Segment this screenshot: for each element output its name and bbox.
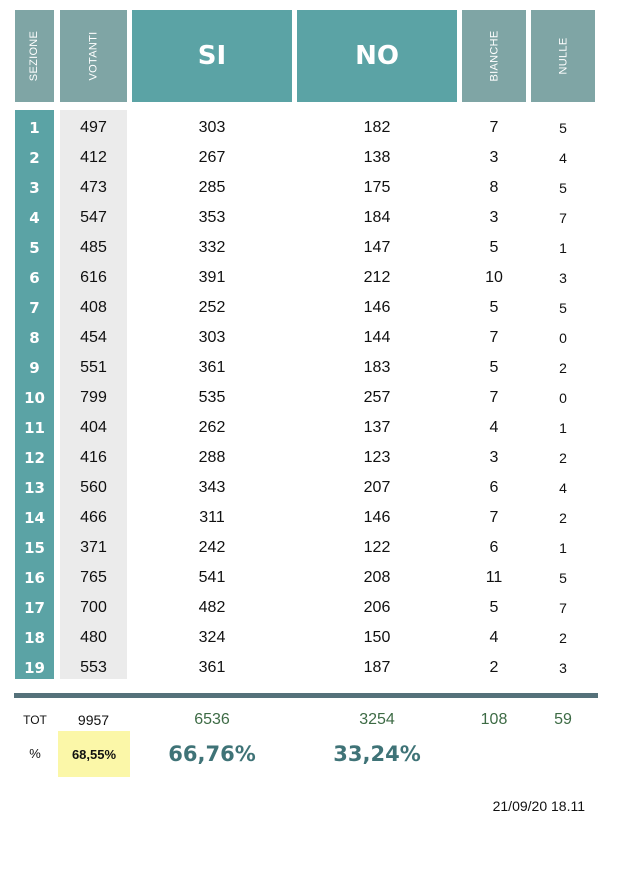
cell-bianche: 10 (485, 269, 503, 286)
cell-bianche: 5 (489, 239, 499, 256)
cell-si: 303 (198, 119, 226, 136)
table-row (0, 143, 621, 173)
cell-sezione: 3 (29, 179, 40, 197)
cell-sezione: 7 (29, 299, 40, 317)
cell-votanti: 416 (80, 449, 107, 466)
cell-nulle: 2 (559, 510, 567, 526)
table-row (0, 173, 621, 203)
table-row (0, 113, 621, 143)
cell-votanti: 408 (80, 299, 107, 316)
cell-votanti: 404 (80, 419, 107, 436)
header-bianche (462, 10, 526, 102)
totals-si: 6536 (194, 711, 230, 728)
cell-sezione: 11 (24, 419, 45, 437)
cell-votanti: 799 (80, 389, 107, 406)
cell-sezione: 1 (29, 119, 40, 137)
header-si-label: SI (197, 41, 227, 71)
cell-si: 391 (198, 269, 226, 286)
cell-si: 267 (198, 149, 226, 166)
table-row (0, 293, 621, 323)
cell-no: 175 (363, 179, 391, 196)
cell-no: 212 (363, 269, 391, 286)
cell-nulle: 3 (559, 660, 567, 676)
cell-no: 122 (363, 539, 391, 556)
cell-votanti: 497 (80, 119, 107, 136)
header-no (297, 10, 457, 102)
cell-bianche: 3 (489, 149, 499, 166)
cell-sezione: 16 (24, 569, 45, 587)
table-row (0, 653, 621, 683)
cell-si: 285 (198, 179, 226, 196)
cell-nulle: 2 (559, 360, 567, 376)
cell-si: 535 (198, 389, 226, 406)
cell-nulle: 7 (559, 600, 567, 616)
totals-votanti: 9957 (77, 712, 110, 728)
cell-sezione: 19 (24, 659, 45, 677)
percent-si: 66,76% (168, 742, 256, 766)
cell-bianche: 4 (489, 629, 499, 646)
cell-votanti: 765 (80, 569, 107, 586)
cell-sezione: 8 (29, 329, 40, 347)
cell-votanti: 547 (80, 209, 107, 226)
cell-bianche: 5 (489, 359, 499, 376)
header-votanti-label: VOTANTI (87, 31, 100, 81)
table-row (0, 413, 621, 443)
cell-nulle: 1 (559, 540, 567, 556)
cell-votanti: 371 (80, 539, 107, 556)
cell-nulle: 5 (559, 300, 567, 316)
cell-sezione: 2 (29, 149, 40, 167)
cell-votanti: 551 (80, 359, 107, 376)
cell-nulle: 1 (559, 240, 567, 256)
cell-si: 311 (199, 509, 225, 526)
cell-bianche: 8 (489, 179, 499, 196)
percent-label: % (29, 746, 41, 761)
cell-bianche: 5 (489, 599, 499, 616)
table-row (0, 203, 621, 233)
cell-nulle: 4 (559, 480, 567, 496)
cell-no: 187 (363, 659, 391, 676)
cell-nulle: 5 (559, 180, 567, 196)
cell-bianche: 7 (489, 389, 499, 406)
cell-no: 147 (363, 239, 391, 256)
cell-si: 361 (198, 359, 226, 376)
update-timestamp: 21/09/20 18.11 (492, 798, 585, 814)
cell-sezione: 17 (24, 599, 45, 617)
cell-si: 262 (198, 419, 226, 436)
header-si (132, 10, 292, 102)
cell-sezione: 15 (24, 539, 45, 557)
header-nulle (531, 10, 595, 102)
totals-bianche: 108 (480, 711, 508, 728)
table-row (0, 473, 621, 503)
cell-bianche: 3 (489, 209, 499, 226)
cell-bianche: 5 (489, 299, 499, 316)
cell-no: 146 (363, 509, 391, 526)
cell-votanti: 553 (80, 659, 107, 676)
cell-bianche: 7 (489, 329, 499, 346)
cell-si: 541 (198, 569, 226, 586)
table-row (0, 623, 621, 653)
cell-bianche: 3 (489, 449, 499, 466)
cell-votanti: 480 (80, 629, 107, 646)
cell-bianche: 7 (489, 119, 499, 136)
cell-nulle: 3 (559, 270, 567, 286)
cell-sezione: 13 (24, 479, 45, 497)
table-row (0, 503, 621, 533)
header-sezione-label: SEZIONE (28, 30, 41, 82)
cell-no: 206 (363, 599, 391, 616)
cell-nulle: 2 (559, 630, 567, 646)
totals-nulle: 59 (554, 711, 572, 728)
table-row (0, 233, 621, 263)
cell-no: 146 (363, 299, 391, 316)
cell-no: 123 (363, 449, 391, 466)
totals-divider (14, 693, 598, 698)
cell-votanti: 473 (80, 179, 107, 196)
turnout-percent-value: 68,55% (71, 746, 117, 762)
cell-votanti: 454 (80, 329, 107, 346)
cell-sezione: 10 (24, 389, 45, 407)
cell-bianche: 7 (489, 509, 499, 526)
header-no-label: NO (355, 41, 399, 71)
table-row (0, 323, 621, 353)
cell-votanti: 700 (80, 599, 107, 616)
cell-sezione: 6 (29, 269, 40, 287)
cell-si: 482 (198, 599, 226, 616)
cell-si: 242 (198, 539, 226, 556)
cell-sezione: 9 (29, 359, 40, 377)
cell-si: 303 (198, 329, 226, 346)
cell-nulle: 7 (559, 210, 567, 226)
cell-votanti: 466 (80, 509, 107, 526)
cell-nulle: 1 (559, 420, 567, 436)
cell-sezione: 12 (24, 449, 45, 467)
header-sezione (15, 10, 54, 102)
cell-sezione: 14 (24, 509, 45, 527)
cell-si: 332 (198, 239, 226, 256)
cell-votanti: 560 (80, 479, 107, 496)
cell-no: 184 (363, 209, 391, 226)
cell-no: 208 (363, 569, 391, 586)
cell-nulle: 0 (559, 390, 567, 406)
table-row (0, 353, 621, 383)
cell-si: 361 (198, 659, 226, 676)
cell-no: 137 (363, 419, 391, 436)
cell-bianche: 2 (489, 659, 499, 676)
cell-votanti: 485 (80, 239, 107, 256)
cell-nulle: 0 (559, 330, 567, 346)
cell-no: 150 (363, 629, 391, 646)
cell-nulle: 5 (559, 570, 567, 586)
table-row (0, 443, 621, 473)
cell-nulle: 2 (559, 450, 567, 466)
cell-si: 343 (198, 479, 226, 496)
cell-si: 324 (198, 629, 226, 646)
turnout-percent-badge (58, 731, 130, 777)
cell-no: 257 (363, 389, 391, 406)
cell-no: 138 (363, 149, 391, 166)
cell-bianche: 6 (489, 479, 499, 496)
table-row (0, 593, 621, 623)
cell-no: 182 (363, 119, 391, 136)
header-votanti (60, 10, 127, 102)
totals-no: 3254 (359, 711, 395, 728)
table-row (0, 563, 621, 593)
cell-si: 353 (198, 209, 226, 226)
cell-votanti: 412 (80, 149, 107, 166)
totals-label: TOT (23, 713, 47, 727)
cell-no: 183 (363, 359, 391, 376)
cell-no: 207 (363, 479, 391, 496)
cell-no: 144 (363, 329, 391, 346)
cell-sezione: 18 (24, 629, 45, 647)
cell-sezione: 5 (29, 239, 40, 257)
cell-si: 288 (198, 449, 226, 466)
cell-nulle: 5 (559, 120, 567, 136)
cell-bianche: 11 (485, 569, 503, 586)
cell-sezione: 4 (29, 209, 40, 227)
table-row (0, 263, 621, 293)
table-row (0, 533, 621, 563)
cell-si: 252 (198, 299, 226, 316)
percent-no: 33,24% (333, 742, 421, 766)
table-row (0, 383, 621, 413)
cell-nulle: 4 (559, 150, 567, 166)
results-table-body (0, 113, 621, 683)
header-bianche-label: BIANCHE (488, 30, 500, 82)
header-nulle-label: NULLE (557, 37, 569, 75)
cell-bianche: 4 (489, 419, 499, 436)
cell-bianche: 6 (489, 539, 499, 556)
cell-votanti: 616 (80, 269, 107, 286)
